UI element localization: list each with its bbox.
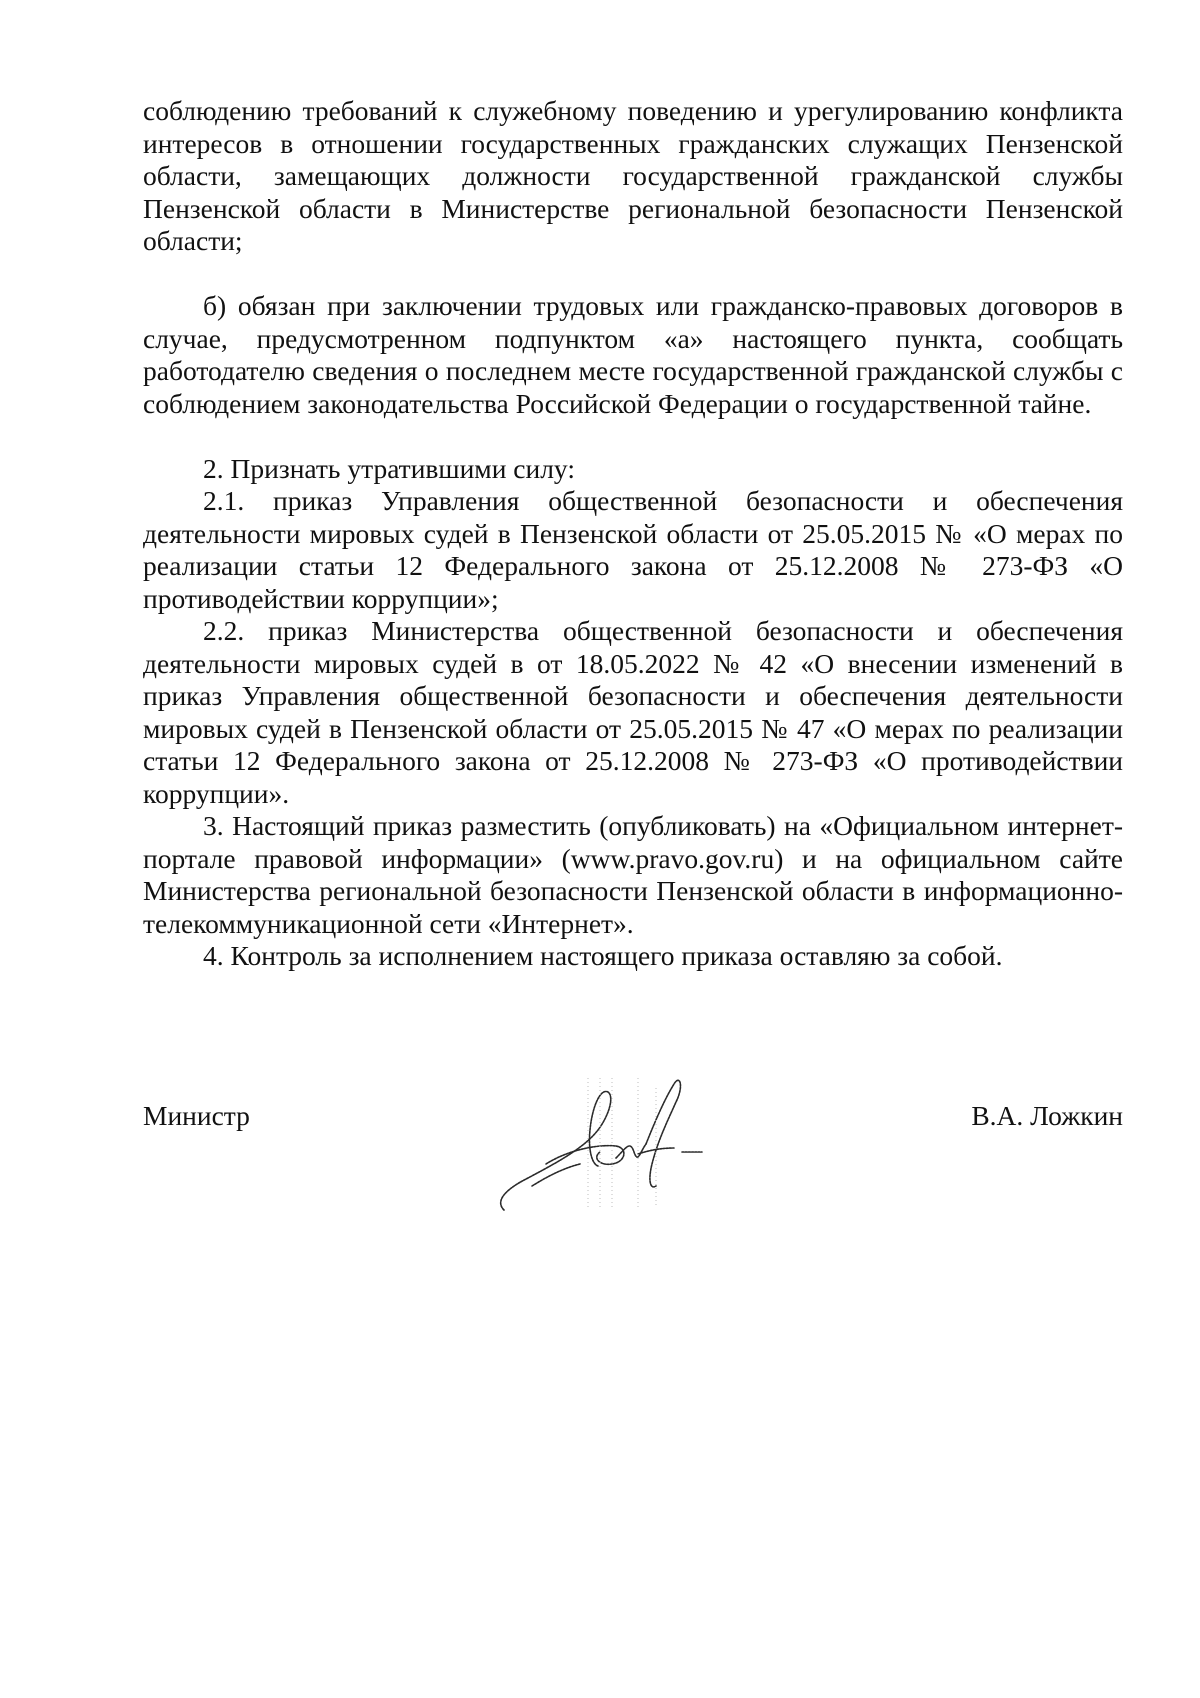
paragraph-subitem-b: б) обязан при заключении трудовых или гражданско-правовых договоров в случае, предусмотренном подпунктом «а» настоящего пункта, сообщать работодателю сведения о последнем месте государственной гражданской службы с соблюдением законодательства Российской Федерации о государственной тайне. <box>143 290 1123 419</box>
paragraph-item-4: 4. Контроль за исполнением настоящего приказа оставляю за собой. <box>203 940 1003 971</box>
document-body <box>143 95 1123 973</box>
signer-name: В.А. Ложкин <box>971 1100 1123 1131</box>
signer-title: Министр <box>143 1100 250 1131</box>
paragraph-item-2-1: 2.1. приказ Управления общественной безопасности и обеспечения деятельности мировых судей в Пензенской области от 25.05.2015 № «О мерах по реализации статьи 12 Федерального закона от 25.12.2008 № 273-ФЗ «О противодействии коррупции»; <box>143 485 1123 614</box>
handwritten-signature-icon <box>488 1068 718 1218</box>
paragraph-item-2: 2. Признать утратившими силу: <box>203 452 575 484</box>
paragraph-item-3: 3. Настоящий приказ разместить (опубликовать) на «Официальном интернет-портале правовой информации» (www.pravo.gov.ru) и на официальном сайте Министерства региональной безопасности Пензенской области в информационно-телекоммуникационной сети «Интернет». <box>143 810 1123 939</box>
paragraph-continuation: соблюдению требований к служебному поведению и урегулированию конфликта интересов в отношении государственных гражданских служащих Пензенской области, замещающих должности государственной гражданской службы Пензенской области в Министерстве региональной безопасности Пензенской области; <box>143 95 1123 256</box>
paragraph-item-2-2: 2.2. приказ Министерства общественной безопасности и обеспечения деятельности мировых судей в от 18.05.2022 № 42 «О внесении изменений в приказ Управления общественной безопасности и обеспечения деятельности мировых судей в Пензенской области от 25.05.2015 № 47 «О мерах по реализации статьи 12 Федерального закона от 25.12.2008 № 273-ФЗ «О противодействии коррупции». <box>143 615 1123 809</box>
